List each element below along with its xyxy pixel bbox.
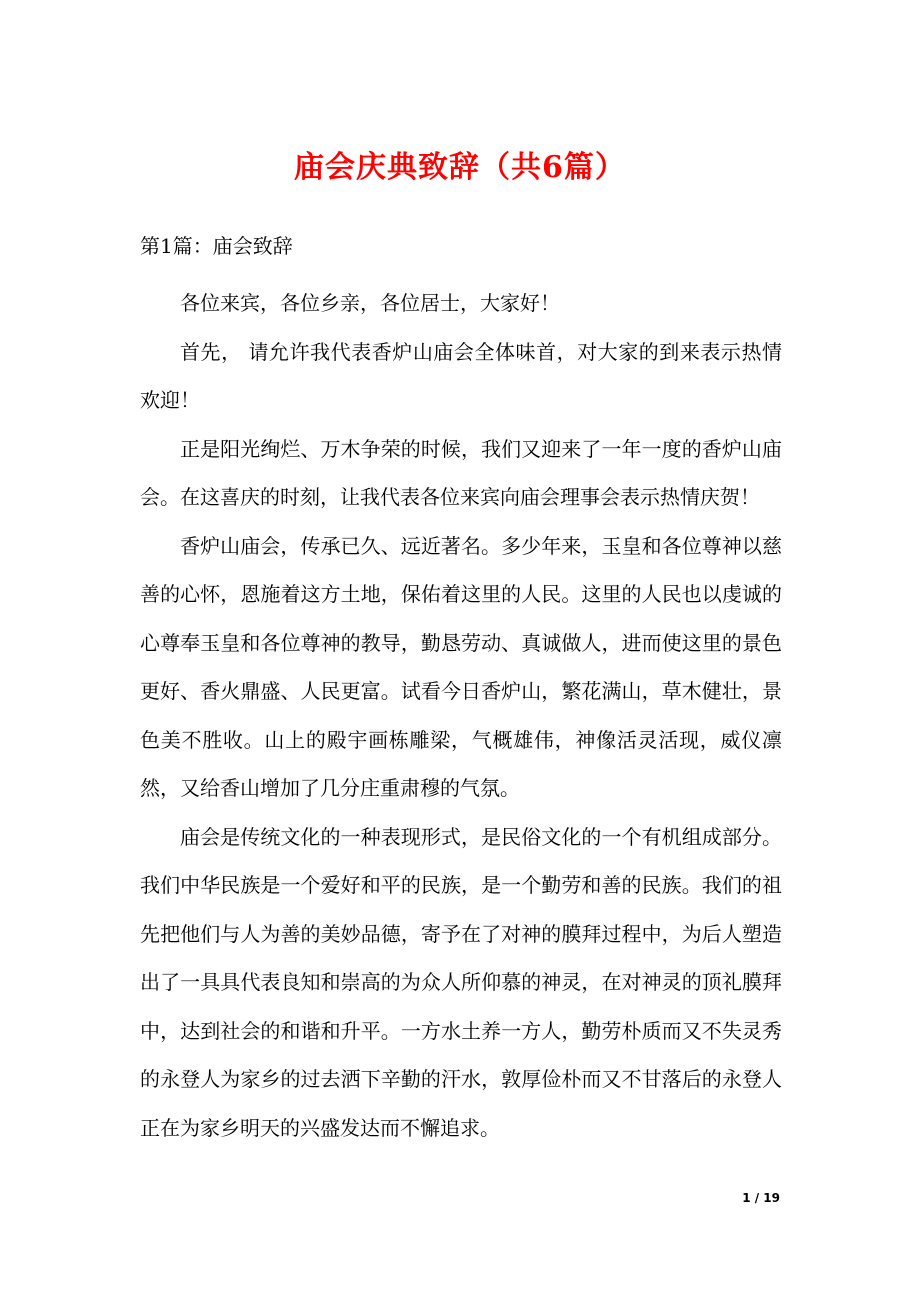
section-heading: 第1篇：庙会致辞 [140, 234, 293, 258]
paragraph: 正是阳光绚烂、万木争荣的时候，我们又迎来了一年一度的香炉山庙会。在这喜庆的时刻，让我代表各位来宾向庙会理事会表示热情庆贺！ [140, 436, 782, 509]
paragraph: 各位来宾，各位乡亲，各位居士，大家好！ [180, 291, 560, 315]
document-title: 庙会庆典致辞（共6篇） [294, 150, 626, 185]
paragraph: 香炉山庙会，传承已久、远近著名。多少年来，玉皇和各位尊神以慈善的心怀，恩施着这方土地，保佑着这里的人民。这里的人民也以虔诚的心尊奉玉皇和各位尊神的教导，勤恳劳动、真诚做人，进而使这里的景色更好、香火鼎盛、人民更富。试看今日香炉山，繁花满山，草木健壮，景色美不胜收。山上的殿宇画栋雕梁，气概雄伟，神像活灵活现，威仪凛然，又给香山增加了几分庄重肃穆的气氛。 [140, 533, 782, 800]
page-number: 1 / 19 [742, 1191, 780, 1205]
document-body [140, 279, 782, 1152]
paragraph: 庙会是传统文化的一种表现形式，是民俗文化的一个有机组成部分。我们中华民族是一个爱好和平的民族，是一个勤劳和善的民族。我们的祖先把他们与人为善的美妙品德，寄予在了对神的膜拜过程中，为后人塑造出了一具具代表良知和崇高的为众人所仰慕的神灵，在对神灵的顶礼膜拜中，达到社会的和谐和升平。一方水土养一方人，勤劳朴质而又不失灵秀的永登人为家乡的过去洒下辛勤的汗水，敦厚俭朴而又不甘落后的永登人正在为家乡明天的兴盛发达而不懈追求。 [140, 824, 782, 1140]
paragraph: 首先， 请允许我代表香炉山庙会全体味首，对大家的到来表示热情欢迎！ [140, 339, 782, 412]
